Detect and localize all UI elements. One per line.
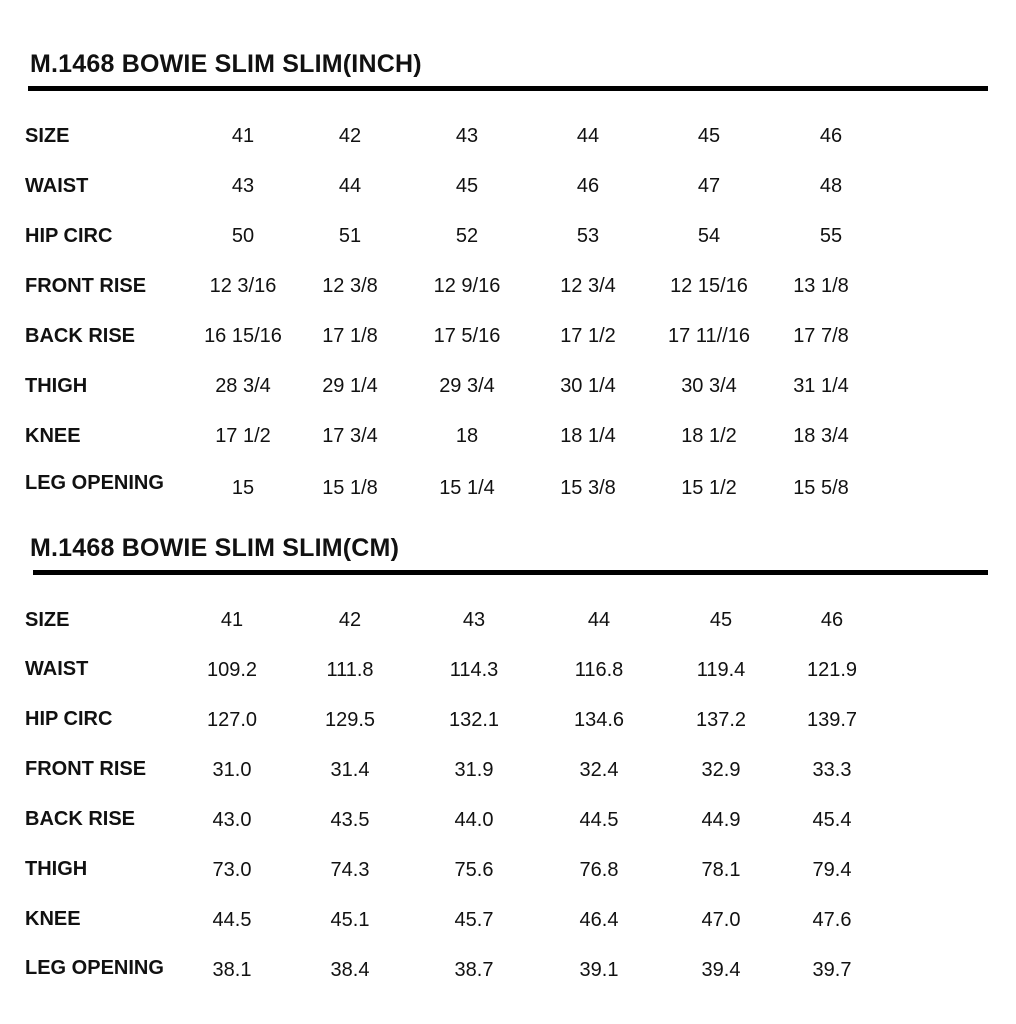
table-cell: 41: [231, 125, 255, 147]
row-label: SIZE: [25, 609, 70, 631]
table-cell: 43: [462, 609, 486, 631]
table-cell: 51: [338, 225, 362, 247]
table-cell: 18 1/4: [560, 425, 616, 447]
table-cell: 12 3/16: [209, 275, 277, 297]
table-cell: 17 5/16: [433, 325, 501, 347]
row-label: FRONT RISE: [25, 275, 147, 297]
table-cell: 44: [587, 609, 611, 631]
table-cell: 75.6: [454, 859, 494, 881]
table-cell: 45: [697, 125, 721, 147]
table-cell: 45: [455, 175, 479, 197]
table-cell: 31.0: [212, 759, 252, 781]
table-row: [0, 905, 1016, 935]
table-cell: 47: [697, 175, 721, 197]
table-cell: 15 1/4: [439, 477, 495, 499]
table-cell: 17 1/8: [322, 325, 378, 347]
table-cell: 121.9: [806, 659, 858, 681]
size-chart-title: M.1468 BOWIE SLIM SLIM(CM): [30, 534, 400, 562]
table-cell: 32.4: [579, 759, 619, 781]
table-cell: 43: [455, 125, 479, 147]
table-cell: 129.5: [324, 709, 376, 731]
table-cell: 44: [576, 125, 600, 147]
table-cell: 30 1/4: [560, 375, 616, 397]
row-label: THIGH: [25, 375, 88, 397]
table-cell: 134.6: [573, 709, 625, 731]
table-cell: 44.5: [212, 909, 252, 931]
table-cell: 39.1: [579, 959, 619, 981]
table-cell: 13 1/8: [793, 275, 849, 297]
row-label: HIP CIRC: [25, 708, 113, 730]
table-cell: 46: [576, 175, 600, 197]
table-cell: 46: [820, 609, 844, 631]
table-cell: 43.5: [330, 809, 370, 831]
table-cell: 127.0: [206, 709, 258, 731]
table-cell: 46.4: [579, 909, 619, 931]
row-label: LEG OPENING: [25, 472, 164, 494]
table-cell: 47.0: [701, 909, 741, 931]
table-cell: 42: [338, 609, 362, 631]
table-row: [0, 955, 1016, 985]
table-cell: 46: [819, 125, 843, 147]
title-divider: [33, 570, 988, 575]
row-label: SIZE: [25, 125, 70, 147]
row-label: WAIST: [25, 175, 89, 197]
table-cell: 12 3/4: [560, 275, 616, 297]
table-cell: 45.1: [330, 909, 370, 931]
table-cell: 137.2: [695, 709, 747, 731]
table-cell: 31 1/4: [793, 375, 849, 397]
table-cell: 17 7/8: [793, 325, 849, 347]
table-cell: 18 3/4: [793, 425, 849, 447]
row-label: LEG OPENING: [25, 957, 164, 979]
table-cell: 18 1/2: [681, 425, 737, 447]
table-cell: 41: [220, 609, 244, 631]
table-cell: 45.4: [812, 809, 852, 831]
row-label: BACK RISE: [25, 808, 136, 830]
table-row: [0, 805, 1016, 835]
table-cell: 12 3/8: [322, 275, 378, 297]
table-cell: 114.3: [449, 659, 499, 681]
row-label: KNEE: [25, 908, 81, 930]
table-cell: 12 15/16: [670, 275, 748, 297]
table-cell: 54: [697, 225, 721, 247]
table-cell: 78.1: [701, 859, 741, 881]
row-label: BACK RISE: [25, 325, 136, 347]
table-cell: 16 15/16: [204, 325, 282, 347]
row-label: FRONT RISE: [25, 758, 147, 780]
table-cell: 42: [338, 125, 362, 147]
table-cell: 55: [819, 225, 843, 247]
table-cell: 45: [709, 609, 733, 631]
table-cell: 30 3/4: [681, 375, 737, 397]
table-cell: 48: [819, 175, 843, 197]
table-cell: 73.0: [212, 859, 252, 881]
table-cell: 15 1/2: [681, 477, 737, 499]
table-cell: 28 3/4: [215, 375, 271, 397]
table-cell: 47.6: [812, 909, 852, 931]
table-cell: 44.5: [579, 809, 619, 831]
table-cell: 44.9: [701, 809, 741, 831]
table-cell: 32.9: [701, 759, 741, 781]
table-cell: 17 3/4: [322, 425, 378, 447]
table-cell: 15 5/8: [793, 477, 849, 499]
table-cell: 17 1/2: [560, 325, 616, 347]
table-cell: 53: [576, 225, 600, 247]
table-cell: 119.4: [696, 659, 746, 681]
table-cell: 12 9/16: [433, 275, 501, 297]
table-cell: 38.1: [212, 959, 252, 981]
table-cell: 17 1/2: [215, 425, 271, 447]
table-cell: 43.0: [212, 809, 252, 831]
table-cell: 31.9: [454, 759, 494, 781]
table-cell: 109.2: [206, 659, 258, 681]
size-chart-title: M.1468 BOWIE SLIM SLIM(INCH): [30, 50, 422, 78]
table-cell: 15: [231, 477, 255, 499]
table-cell: 79.4: [812, 859, 852, 881]
table-cell: 29 1/4: [322, 375, 378, 397]
table-cell: 74.3: [330, 859, 370, 881]
table-row: [0, 755, 1016, 785]
table-cell: 132.1: [448, 709, 500, 731]
table-cell: 15 1/8: [322, 477, 378, 499]
table-row: [0, 705, 1016, 735]
table-cell: 31.4: [330, 759, 370, 781]
row-label: KNEE: [25, 425, 81, 447]
row-label: WAIST: [25, 658, 89, 680]
table-row: [0, 655, 1016, 685]
table-cell: 44.0: [454, 809, 494, 831]
table-cell: 44: [338, 175, 362, 197]
table-cell: 39.7: [812, 959, 852, 981]
table-cell: 18: [455, 425, 479, 447]
table-cell: 50: [231, 225, 255, 247]
table-cell: 45.7: [454, 909, 494, 931]
table-cell: 38.4: [330, 959, 370, 981]
table-cell: 139.7: [806, 709, 858, 731]
table-cell: 116.8: [574, 659, 624, 681]
table-cell: 15 3/8: [560, 477, 616, 499]
table-cell: 111.8: [326, 659, 374, 681]
table-cell: 29 3/4: [439, 375, 495, 397]
table-cell: 52: [455, 225, 479, 247]
row-label: HIP CIRC: [25, 225, 113, 247]
row-label: THIGH: [25, 858, 88, 880]
table-cell: 39.4: [701, 959, 741, 981]
table-cell: 33.3: [812, 759, 852, 781]
table-cell: 43: [231, 175, 255, 197]
table-row: [0, 605, 1016, 635]
table-cell: 17 11//16: [668, 325, 750, 347]
table-cell: 76.8: [579, 859, 619, 881]
table-row: [0, 855, 1016, 885]
table-cell: 38.7: [454, 959, 494, 981]
